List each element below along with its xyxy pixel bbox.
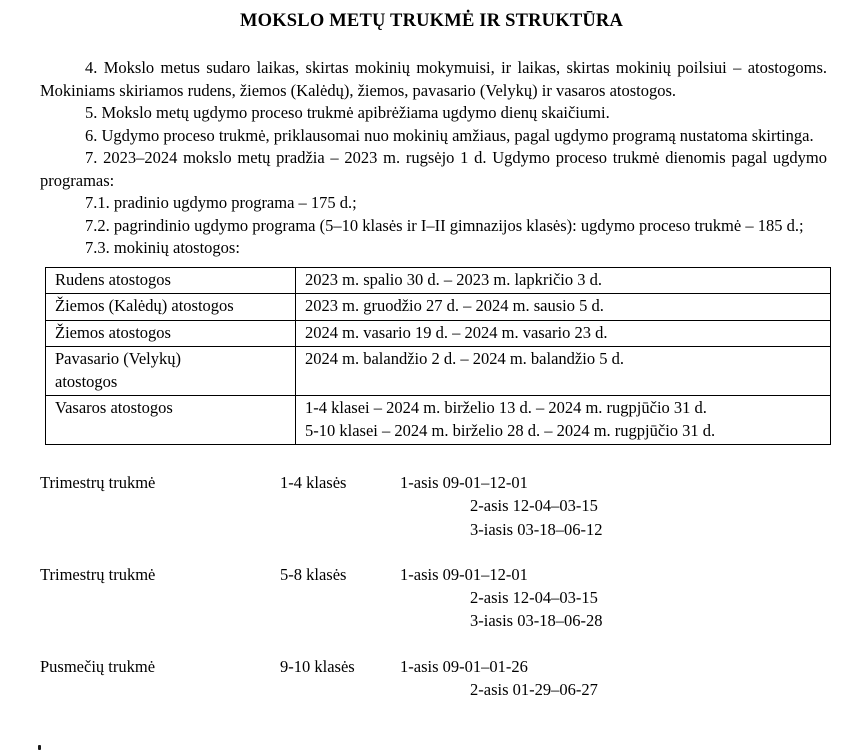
schedule-row [40, 655, 827, 678]
paragraph-7-3: 7.3. mokinių atostogos: [85, 238, 240, 257]
holiday-name: Vasaros atostogos [46, 396, 296, 445]
holiday-name: Žiemos atostogos [46, 320, 296, 347]
schedule-classes: 1-4 klasės [280, 473, 347, 492]
document-body [40, 57, 827, 701]
schedule-section [40, 471, 827, 701]
holiday-name-text: Pavasario (Velykų) atostogos [55, 349, 182, 391]
schedule-block-semesters-9-10 [40, 655, 827, 702]
holiday-name: Žiemos (Kalėdų) atostogos [46, 294, 296, 321]
table-row-ziemos [46, 320, 831, 347]
schedule-period: 3-iasis 03-18–06-12 [470, 519, 603, 539]
schedule-period: 1-asis 09-01–12-01 [400, 473, 528, 492]
schedule-period: 2-asis 01-29–06-27 [470, 680, 598, 700]
schedule-block-trimesters-5-8 [40, 563, 827, 633]
schedule-period: 3-iasis 03-18–06-28 [470, 611, 603, 631]
holiday-dates: 2024 m. balandžio 2 d. – 2024 m. balandžio 5 d. [296, 347, 831, 396]
holiday-dates: 2024 m. vasario 19 d. – 2024 m. vasario 23 d. [296, 320, 831, 347]
schedule-block-trimesters-1-4 [40, 471, 827, 541]
table-row-ziemos-kaledu [46, 294, 831, 321]
paragraph-4: 4. Mokslo metus sudaro laikas, skirtas mokinių mokymuisi, ir laikas, skirtas mokinių poilsiui – atostogoms. Mokiniams skiriamos rudens, žiemos (Kalėdų), žiemos, pavasario (Velykų) ir vasaros atostogos. [40, 58, 827, 100]
holidays-table [45, 267, 831, 446]
holiday-dates: 2023 m. spalio 30 d. – 2023 m. lapkričio 3 d. [296, 267, 831, 294]
holiday-dates-line: 5-10 klasei – 2024 m. birželio 28 d. – 2024 m. rugpjūčio 31 d. [305, 420, 716, 440]
paragraph-5: 5. Mokslo metų ugdymo proceso trukmė apibrėžiama ugdymo dienų skaičiumi. [85, 103, 610, 122]
schedule-label: Trimestrų trukmė [40, 564, 156, 584]
holiday-dates: 2023 m. gruodžio 27 d. – 2024 m. sausio 5 d. [296, 294, 831, 321]
paragraph-7-1: 7.1. pradinio ugdymo programa – 175 d.; [85, 193, 357, 212]
schedule-period: 1-asis 09-01–01-26 [400, 656, 528, 676]
holiday-name: Rudens atostogos [46, 267, 296, 294]
schedule-period: 1-asis 09-01–12-01 [400, 564, 528, 584]
paragraph-6: 6. Ugdymo proceso trukmė, priklausomai nuo mokinių amžiaus, pagal ugdymo programą nustatoma skirtinga. [85, 125, 814, 145]
schedule-label: Pusmečių trukmė [40, 656, 156, 676]
schedule-row [40, 563, 827, 586]
holiday-dates-line: 1-4 klasei – 2024 m. birželio 13 d. – 2024 m. rugpjūčio 31 d. [305, 398, 707, 417]
schedule-label: Trimestrų trukmė [40, 473, 156, 492]
paragraph-7: 7. 2023–2024 mokslo metų pradžia – 2023 m. rugsėjo 1 d. Ugdymo proceso trukmė dienomis pagal ugdymo programas: [40, 148, 827, 190]
schedule-period: 2-asis 12-04–03-15 [470, 496, 598, 516]
document-title: MOKSLO METŲ TRUKMĖ IR STRUKTŪRA [239, 11, 624, 31]
table-row-vasaros [46, 396, 831, 445]
holiday-name [46, 347, 296, 396]
table-row-rudens [46, 267, 831, 294]
schedule-period: 2-asis 12-04–03-15 [470, 588, 598, 608]
holiday-dates [296, 396, 831, 445]
schedule-classes: 5-8 klasės [280, 564, 347, 584]
table-row-pavasario [46, 347, 831, 396]
paragraph-7-2: 7.2. pagrindinio ugdymo programa (5–10 klasės ir I–II gimnazijos klasės): ugdymo proceso trukmė – 185 d.; [85, 215, 804, 235]
schedule-classes: 9-10 klasės [280, 656, 355, 676]
clipped-character-artifact [38, 745, 41, 750]
schedule-row [40, 471, 827, 494]
